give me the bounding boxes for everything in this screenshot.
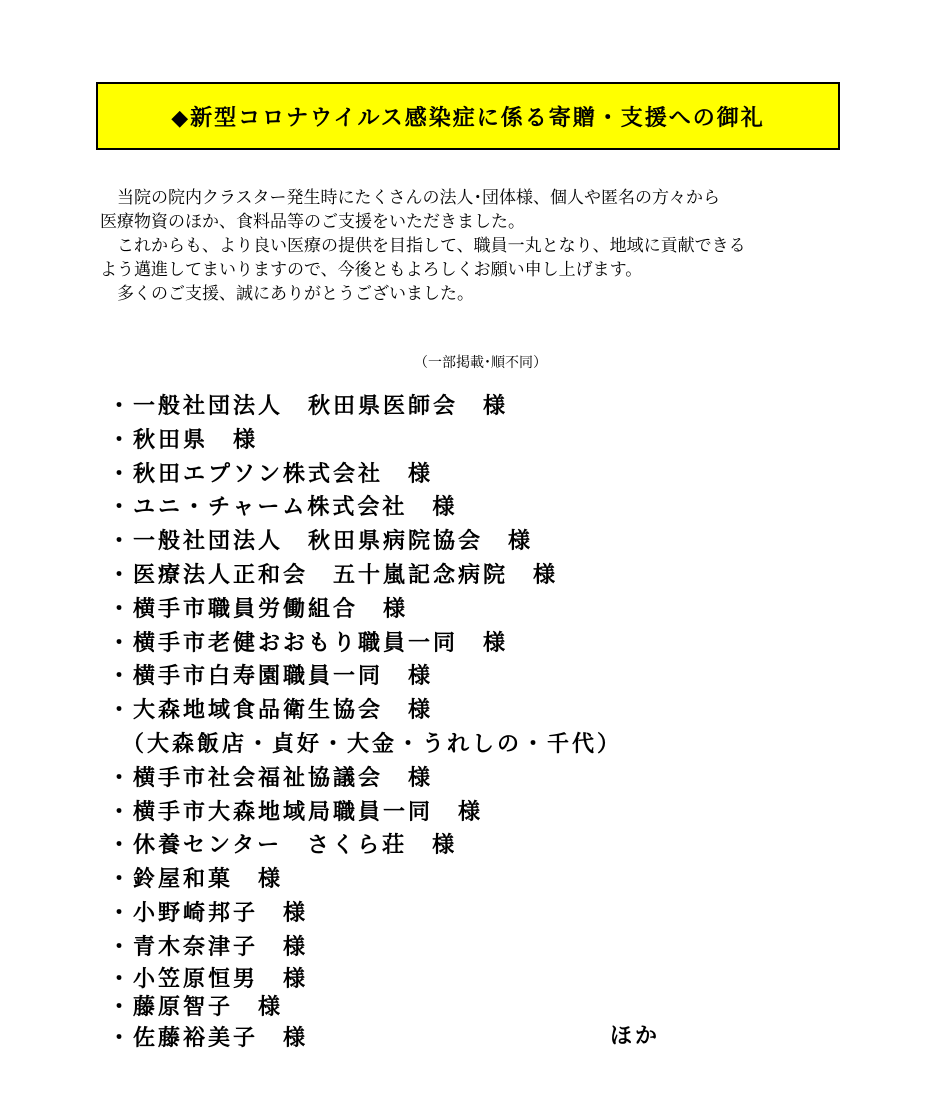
donor-item: ・医療法人正和会 五十嵐記念病院 様 <box>108 561 559 588</box>
donor-item: ・佐藤裕美子 様 <box>108 1024 309 1051</box>
donor-item: ・青木奈津子 様 <box>108 933 309 960</box>
donor-item: ・ユニ・チャーム株式会社 様 <box>108 494 458 521</box>
donor-item: ・横手市職員労働組合 様 <box>108 595 409 622</box>
donor-item: ・休養センター さくら荘 様 <box>108 832 458 859</box>
title-banner <box>96 82 840 150</box>
donor-item: ・藤原智子 様 <box>108 994 284 1021</box>
intro-line: 当院の院内クラスター発生時にたくさんの法人･団体様、個人や匿名の方々から <box>100 188 720 207</box>
donor-item: ・大森地域食品衛生協会 様 <box>108 697 434 724</box>
intro-line: よう邁進してまいりますので、今後ともよろしくお願い申し上げます。 <box>100 260 643 279</box>
donor-item: ・一般社団法人 秋田県医師会 様 <box>108 393 509 419</box>
donor-item: ・秋田エプソン株式会社 様 <box>108 460 434 487</box>
donor-item-detail: （大森飯店・貞好・大金・うれしの・千代） <box>108 730 623 757</box>
donor-item: ・小野崎邦子 様 <box>108 899 309 926</box>
donor-item: ・横手市大森地域局職員一同 様 <box>108 798 484 825</box>
donor-item: ・横手市老健おおもり職員一同 様 <box>108 629 509 656</box>
intro-line: これからも、より良い医療の提供を目指して、職員一丸となり、地域に貢献できる <box>100 236 746 255</box>
intro-message <box>100 186 840 306</box>
intro-line: 多くのご支援、誠にありがとうございました。 <box>100 284 474 303</box>
page-title: ◆新型コロナウイルス感染症に係る寄贈・支援への御礼 <box>171 104 765 131</box>
listing-note: （一部掲載･順不同） <box>414 354 547 370</box>
closing-text: ほか <box>610 1023 661 1049</box>
donor-item: ・一般社団法人 秋田県病院協会 様 <box>108 528 534 555</box>
donor-item: ・鈴屋和菓 様 <box>108 866 284 893</box>
donor-item: ・秋田県 様 <box>108 426 259 453</box>
donor-item: ・横手市社会福祉協議会 様 <box>108 764 434 791</box>
donor-list <box>108 390 622 1055</box>
intro-line: 医療物資のほか、食料品等のご支援をいただきました。 <box>100 212 525 231</box>
donor-item: ・小笠原恒男 様 <box>108 965 309 992</box>
donor-item: ・横手市白寿園職員一同 様 <box>108 663 434 690</box>
